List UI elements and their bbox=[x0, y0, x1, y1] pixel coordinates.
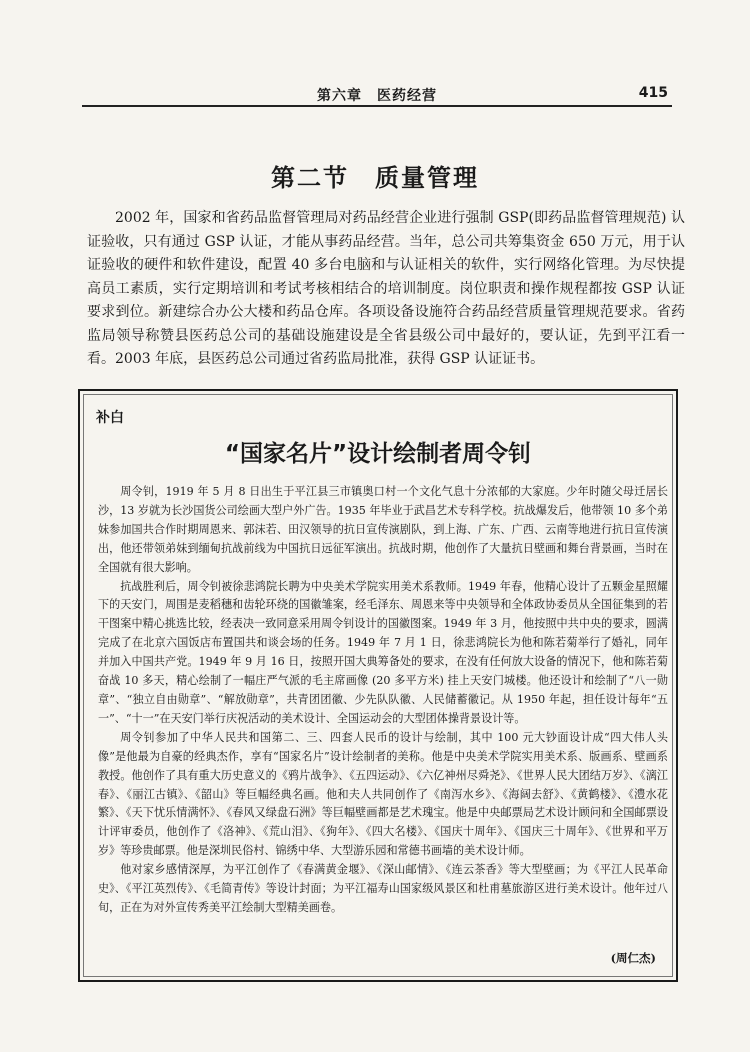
sidebar-label: 补白 bbox=[96, 410, 124, 426]
running-header bbox=[82, 83, 672, 107]
sidebar-box bbox=[78, 389, 678, 982]
sidebar-text bbox=[98, 483, 668, 918]
sidebar-paragraph: 周令钊，1919 年 5 月 8 日出生于平江县三市镇奥口村一个文化气息十分浓郁的大家庭。少年时随父母迁居长沙，13 岁就为长沙国货公司绘画大型户外广告。1935 年毕业于武昌艺术专科学校。抗战爆发后，他带领 10 多个弟妹参加国共合作时期周恩来、郭沫若、田汉领导的抗日宣传演剧队，到上海、广东、广西、云南等地进行抗日宣传演出，他还带领弟妹到缅甸抗战前线为中国抗日远征军演出。抗战时期，他创作了大量抗日壁画和舞台背景画，当时在全国就有很大影响。 bbox=[98, 485, 668, 574]
sidebar-paragraph: 抗战胜利后，周令钊被徐悲鸿院长聘为中央美术学院实用美术系教师。1949 年春，他精心设计了五颗金星照耀下的天安门，周围是麦稻穗和齿轮环绕的国徽雏案，经毛泽东、周恩来等中央领导和全体政协委员从全国征集到的若干图案中精心挑选比较，经表决一致同意采用周令钊设计的国徽图案。1949 年 3 月，他按照中共中央的要求，圆满完成了在北京六国饭店布置国共和谈会场的任务。1949 年 7 月 1 日，徐悲鸿院长为他和陈若菊举行了婚礼，同年并加入中国共产党。1949 年 9 月 16 日，按照开国大典筹备处的要求，在没有任何放大设备的情况下，他和陈若菊奋战 10 多天，精心绘制了一幅庄严气派的毛主席画像 (20 多平方米) 挂上天安门城楼。他还设计和绘制了“八一勋章”、“独立自由勋章”、“解放勋章”，共青团团徽、少先队队徽、人民储蓄徽记。从 1950 年起，担任设计每年“五一”、“十一”在天安门举行庆祝活动的美术设计、全国运动会的大型团体操背景设计等。 bbox=[98, 579, 668, 725]
sidebar-paragraph: 他对家乡感情深厚，为平江创作了《春满黄金堰》、《深山邮情》、《连云茶香》等大型壁画；为《平江人民革命史》、《平江英烈传》、《毛简青传》等设计封面；为平江福寿山国家级风景区和杜甫墓旅游区进行美术设计。他年过八旬，正在为对外宣传秀美平江绘制大型精美画卷。 bbox=[98, 863, 668, 914]
section-title: 第二节 质量管理 bbox=[271, 164, 479, 192]
section-paragraph: 2002 年，国家和省药品监督管理局对药品经营企业进行强制 GSP(即药品监督管理规范) 认证验收，只有通过 GSP 认证，才能从事药品经营。当年，总公司共筹集资金 650 万元，用于认证验收的硬件和软件建设，配置 40 多台电脑和与认证相关的软件，实行网络化管理。为尽快提高员工素质，实行定期培训和考试考核相结合的培训制度。岗位职责和操作规程都按 GSP 认证要求到位。新建综合办公大楼和药品仓库。各项设备设施符合药品经营质量管理规范要求。省药监局领导称赞县医药总公司的基础设施建设是全省县级公司中最好的，要认证，先到平江看一看。2003 年底，县医药总公司通过省药监局批准，获得 GSP 认证证书。 bbox=[87, 210, 685, 367]
page-number: 415 bbox=[638, 85, 668, 101]
sidebar-paragraph: 周令钊参加了中华人民共和国第二、三、四套人民币的设计与绘制，其中 100 元大钞面设计成“四大伟人头像”是他最为自豪的经典杰作，享有“国家名片”设计绘制者的美称。他是中央美术学院实用美术系、版画系、壁画系教授。他创作了具有重大历史意义的《鸦片战争》、《五四运动》、《六亿神州尽舜尧》、《世界人民大团结万岁》、《漓江春》、《丽江古镇》、《韶山》等巨幅经典名画。他和夫人共同创作了《南泻水乡》、《海阔去舒》、《黄鹤楼》、《澧水花繁》、《天下忧乐情满怀》、《春风又绿盘石洲》等巨幅壁画都是艺术瑰宝。他是中央邮票局艺术设计顾问和全国邮票设计评审委员，他创作了《洛神》、《荒山泪》、《狗年》、《四大名楼》、《国庆十周年》、《国庆三十周年》、《世界和平万岁》等珍贵邮票。他是深圳民俗村、锦绣中华、大型游乐园和常德书画墙的美术设计师。 bbox=[98, 730, 668, 858]
sidebar-title: “国家名片”设计绘制者周令钊 bbox=[224, 441, 532, 467]
chapter-title: 第六章 医药经营 bbox=[317, 88, 437, 104]
section-body bbox=[87, 207, 685, 372]
sidebar-author: (周仁杰) bbox=[610, 951, 656, 965]
